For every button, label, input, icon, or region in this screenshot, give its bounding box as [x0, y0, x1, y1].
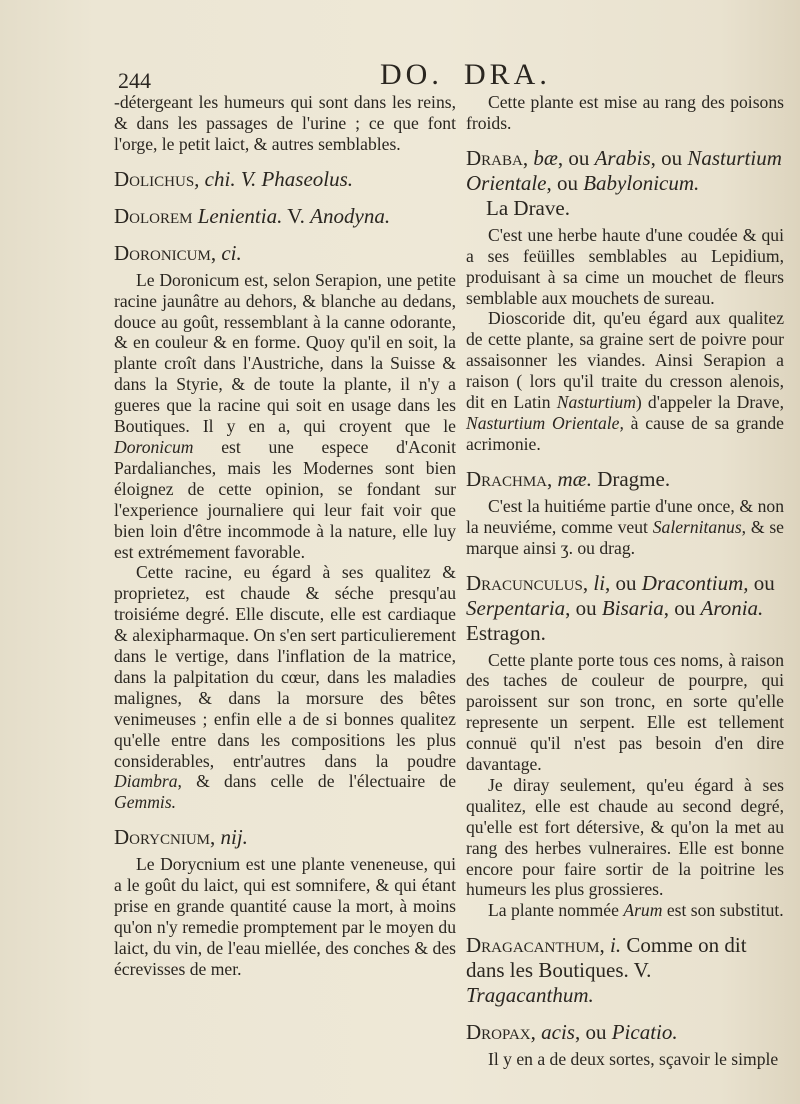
entry-sep: ou [748, 570, 775, 595]
paragraph: -détergeant les humeurs qui sont dans les reins, & dans les passages de l'urine ; ce que font l'orge, le petit laict, & autres semblables. [114, 92, 456, 154]
italic-run: Doronicum [114, 436, 194, 457]
synonym: Arabis [594, 145, 651, 170]
running-head-right: DRA. [464, 58, 551, 91]
cross-reference: Tragacanthum. [466, 983, 594, 1008]
entry-sep: , ou [557, 145, 595, 170]
synonym: Serpentaria [466, 595, 566, 620]
entry-suffix: nij. [220, 825, 248, 850]
entry-heading-doronicum [114, 241, 456, 266]
text-run: , & se marque ainsi ʒ. ou drag. [466, 516, 784, 558]
entry-term: Dolichus [114, 166, 195, 191]
entry-term: Dracunculus [466, 570, 583, 595]
entry-sep: , ou [605, 570, 642, 595]
entry-term: Doronicum [114, 240, 211, 265]
entry-sep: , ou [574, 1020, 612, 1045]
entry-suffix: li [593, 570, 606, 595]
entry-term: Drachma [466, 466, 548, 491]
text-run: La plante nommée [488, 900, 624, 921]
entry-term: Dorycnium [114, 825, 211, 850]
entry-sep: , ou [546, 170, 584, 195]
paragraph: C'est une herbe haute d'une coudée & qui a ses feüilles semblables au Lepidium, produisant à sa cime un mouchet de fleurs semblable aux mouchets de sureau. [466, 224, 784, 308]
entry-heading-dropax [466, 1020, 784, 1045]
paragraph: Je diray seulement, qu'eu égard à ses qualitez, elle est chaude au second degré, qu'elle est fort détersive, & qu'on la met au rang des herbes vulneraires. Elle est bonne encore pour faire sortir de la poitrine les humeurs les plus grossieres. [466, 774, 784, 900]
paragraph [466, 496, 784, 559]
paragraph [466, 900, 784, 921]
entry-term: Dragacanthum [466, 933, 600, 958]
italic-run: Diambra [114, 771, 178, 792]
entry-heading-draba [466, 146, 784, 221]
text-run: est une espece d'Aconit Pardalianches, mais les Modernes sont bien éloignez de cette opinion, se fondant sur l'experience journaliere qui leur fait voir que bien loin d'être incommode à la nature, elle luy est extrémement favorable. [114, 436, 456, 562]
entry-see: V. [282, 203, 311, 228]
italic-run: Salernitanus [652, 516, 742, 537]
text-run: à cause de sa grande acrimonie. [466, 412, 784, 454]
entry-suffix: mæ. [557, 466, 592, 491]
entry-sep: , [522, 145, 534, 170]
entry-suffix: acis [541, 1020, 575, 1045]
entry-sep: , [599, 933, 611, 958]
italic-run: Gemmis. [114, 792, 177, 813]
page-number: 244 [118, 68, 151, 93]
text-run: Dioscoride dit, qu'eu égard aux qualitez de cette plante, sa graine sert de poivre pour assaisonner les viandes. Ainsi Serapion a raison ( lors qu'il traite du cresson alenois, dit en Latin [466, 308, 784, 413]
entry-term: Dropax [466, 1020, 531, 1045]
paragraph [114, 270, 456, 563]
synonym: Dracontium, [641, 570, 749, 595]
paragraph: Cette plante porte tous ces noms, à raison des taches de couleur de pourpre, qui paroissent sur son tronc, en sorte qu'elle represente un serpent. Elle est tellement connuë qu'il n'est pas besoin d'en dire davantage. [466, 649, 784, 775]
cross-reference: Anodyna. [310, 203, 391, 228]
entry-sep: , [210, 825, 221, 850]
synonym: Nasturtium Orientale [466, 145, 782, 195]
french-name: La Drave. [486, 195, 570, 220]
entry-heading-drachma [466, 467, 784, 492]
entry-suffix: ci. [221, 240, 242, 265]
text-run: , & dans celle de l'électuaire de [177, 771, 456, 792]
synonym: Bisaria [601, 595, 664, 620]
text-run: ) d'appeler la Drave, [635, 392, 784, 413]
paragraph [114, 562, 456, 813]
french-name: Estragon. [466, 620, 546, 645]
entry-term: Dolorem [114, 203, 193, 228]
page-header [118, 58, 760, 92]
entry-heading-dolorem [114, 204, 456, 229]
entry-sep: , [547, 466, 558, 491]
entry-heading-dolichus [114, 167, 456, 192]
paragraph: Cette plante est mise au rang des poisons froids. [466, 92, 784, 133]
entry-heading-dragacanthum [466, 933, 784, 1008]
entry-suffix: bæ [533, 145, 558, 170]
entry-sep: , ou [565, 595, 602, 620]
text-run: C'est la huitiéme partie d'une once, & non la neuviéme, comme veut [466, 495, 784, 537]
entry-see: Comme on dit dans les Boutiques. V. [466, 933, 747, 983]
text-run: Le Doronicum est, selon Serapion, une petite racine jaunâtre au dehors, & blanche au dedans, douce au goût, ressemblant à la canne odorante, & en couleur & en forme. Quoy qu'il en soit, la plante croît dans l'Austriche, dans la Suisse & dans la Styrie, & de toute la plante, il n'y a gueres que la racine qui soit en usage dans les Boutiques. Il y en a, qui croyent que le [114, 269, 456, 437]
paragraph: Le Dorycnium est une plante veneneuse, qui a le goût du laict, qui est somnifere, & qui étant prise en grande quantité cause la mort, à moins qu'on n'y remedie promptement par le moyen du laict, du vin, de l'eau miellée, des conches & des écrevisses de mer. [114, 854, 456, 979]
italic-run: Nasturtium Orientale, [466, 412, 624, 433]
entry-sep: , [530, 1020, 542, 1045]
cross-reference: Phaseolus. [261, 166, 354, 191]
paragraph [466, 308, 784, 454]
entry-sep: , ou [663, 595, 701, 620]
right-column [466, 92, 784, 1070]
synonym: Picatio. [611, 1020, 678, 1045]
entry-term: Draba [466, 145, 523, 170]
italic-run: Nasturtium [556, 392, 636, 413]
entry-sep: , [210, 240, 222, 265]
entry-sep: , ou [650, 145, 688, 170]
left-column [114, 92, 456, 980]
entry-suffix: , chi. V. [194, 166, 262, 191]
french-name: Dragme. [591, 466, 671, 491]
entry-sep: , [582, 570, 594, 595]
text-run: Cette racine, eu égard à ses qualitez & proprietez, est chaude & séche presqu'au troisiéme degré. Elle discute, elle est cardiaque & alexipharmaque. On s'en sert particulierement dans le vertige, dans l'inflation de la matrice, dans la palpitation du cœur, dans les maladies malignes, & dans la morsure des bêtes venimeuses ; enfin elle a de si bonnes qualitez qu'elle entre dans les compositions les plus considerables, entr'autres dans la poudre [114, 562, 456, 771]
running-head-left: DO. [380, 58, 443, 91]
text-run: est son substitut. [662, 900, 784, 921]
entry-heading-dorycnium [114, 825, 456, 850]
synonym: Aronia. [700, 595, 764, 620]
italic-run: Arum [623, 900, 663, 921]
entry-suffix: i. [610, 933, 622, 958]
entry-term-italic: Lenientia. [192, 203, 283, 228]
entry-heading-dracunculus [466, 571, 784, 646]
paragraph: Il y en a de deux sortes, sçavoir le simple [488, 1049, 779, 1070]
synonym: Babylonicum. [583, 170, 700, 195]
